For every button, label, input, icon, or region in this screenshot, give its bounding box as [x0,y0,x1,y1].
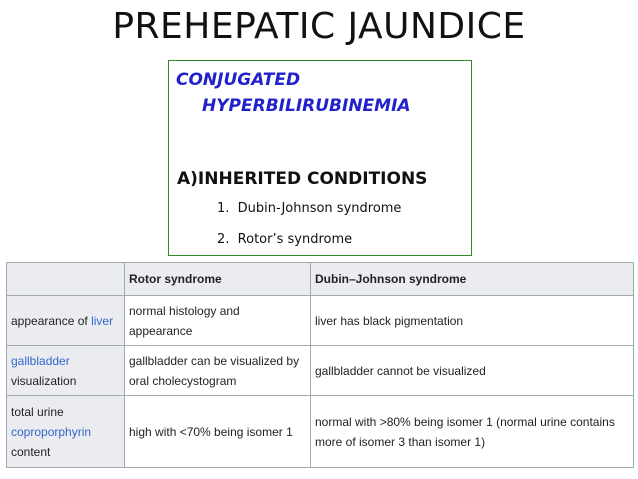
cell-line: high with <70% being isomer 1 [129,424,293,439]
dubin-cell [311,296,634,346]
list-item-text: Rotor’s syndrome [237,232,353,247]
header-rotor: Rotor syndrome [125,263,311,296]
coproporphyrin-link[interactable]: coproporphyrin [11,424,92,439]
row-label-text: appearance of [11,313,92,328]
rotor-cell [125,346,311,396]
rotor-cell [125,396,311,468]
list-item [217,232,401,263]
row-label-text: content [11,444,51,459]
table-row [7,396,634,468]
summary-box [168,60,472,256]
dubin-cell [311,396,634,468]
box-heading [176,67,411,119]
row-label-text: visualization [11,373,77,388]
heading-line-2: HYPERBILIRUBINEMIA [202,96,411,116]
dubin-cell [311,346,634,396]
header-empty [7,263,125,296]
header-dubin: Dubin–Johnson syndrome [311,263,634,296]
section-heading: A)INHERITED CONDITIONS [177,169,428,189]
list-item-text: Dubin-Johnson syndrome [237,201,402,216]
list-item-number: 2. [217,232,230,247]
conditions-list [217,201,401,263]
table-row [7,346,634,396]
table-header-row [7,263,634,296]
gallbladder-link[interactable]: gallbladder [11,353,70,368]
row-label-text: total urine [11,404,64,419]
heading-line-1: CONJUGATED [176,70,301,90]
liver-link[interactable]: liver [91,313,114,328]
cell-line: appearance [129,323,193,338]
rotor-cell [125,296,311,346]
comparison-table [6,262,634,468]
cell-line: normal histology and [129,303,240,318]
slide-title: PREHEPATIC JAUNDICE [112,6,526,47]
list-item-number: 1. [217,201,230,216]
cell-line: more of isomer 3 than isomer 1) [315,434,486,449]
table-row [7,296,634,346]
cell-line: liver has black pigmentation [315,313,464,328]
cell-line: normal with >80% being isomer 1 (normal urine contains [315,414,615,429]
cell-line: gallbladder cannot be visualized [315,363,486,378]
cell-line: oral cholecystogram [129,373,237,388]
row-label [7,296,125,346]
list-item [217,201,401,232]
row-label [7,396,125,468]
cell-line: gallbladder can be visualized by [129,353,300,368]
row-label [7,346,125,396]
